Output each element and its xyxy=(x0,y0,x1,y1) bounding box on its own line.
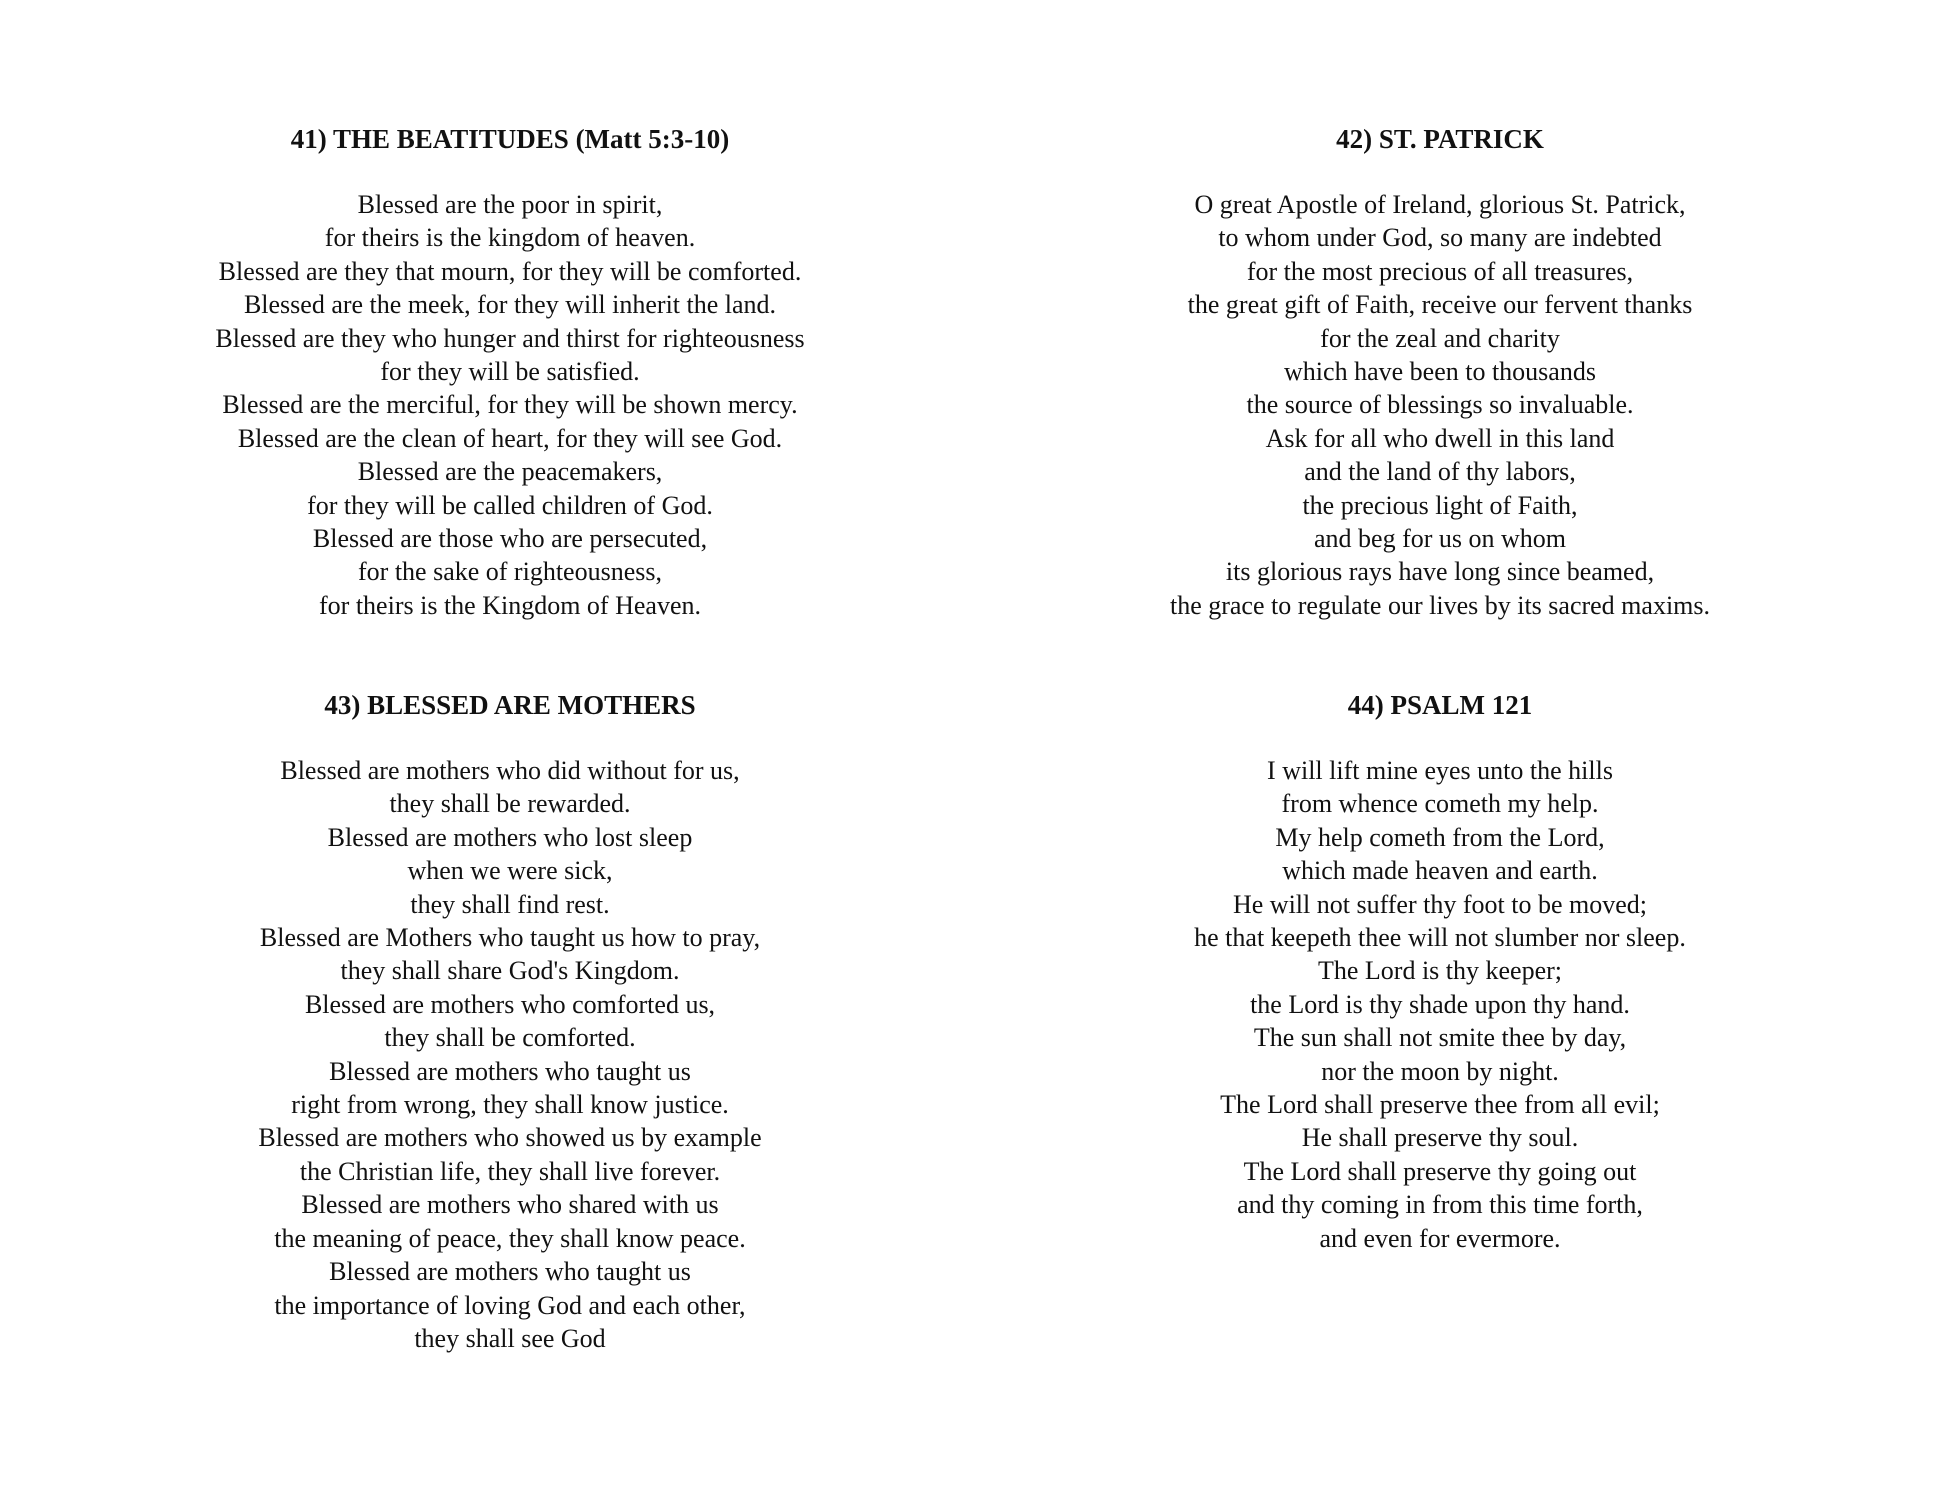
prayer-text xyxy=(140,188,880,622)
prayer-line: for theirs is the Kingdom of Heaven. xyxy=(319,590,701,620)
prayer-line: Blessed are mothers who shared with us xyxy=(301,1190,719,1220)
prayer-line: right from wrong, they shall know justice. xyxy=(291,1090,729,1120)
prayer-line: He shall preserve thy soul. xyxy=(1301,1123,1579,1153)
prayer-line: which made heaven and earth. xyxy=(1282,856,1598,886)
prayer-title: 44) PSALM 121 xyxy=(1347,690,1533,720)
prayer-line: The Lord shall preserve thee from all evil; xyxy=(1220,1090,1660,1120)
prayer-line: the importance of loving God and each other, xyxy=(274,1290,746,1320)
prayer-blessed-are-mothers xyxy=(140,688,880,1355)
prayer-line: Blessed are the meek, for they will inherit the land. xyxy=(243,290,777,320)
prayer-line: they shall see God xyxy=(414,1323,606,1353)
prayer-line: Blessed are mothers who comforted us, xyxy=(304,989,716,1019)
prayer-line: the precious light of Faith, xyxy=(1302,490,1578,520)
prayer-title: 41) THE BEATITUDES (Matt 5:3-10) xyxy=(290,124,730,154)
prayer-line: Blessed are Mothers who taught us how to pray, xyxy=(259,923,761,953)
prayer-line: from whence cometh my help. xyxy=(1281,789,1599,819)
prayer-line: for the zeal and charity xyxy=(1320,323,1560,353)
prayer-line: Blessed are the peacemakers, xyxy=(357,457,663,487)
prayer-line: nor the moon by night. xyxy=(1321,1056,1559,1086)
prayer-line: which have been to thousands xyxy=(1284,357,1596,387)
prayer-line: and thy coming in from this time forth, xyxy=(1237,1190,1643,1220)
prayer-line: and beg for us on whom xyxy=(1313,524,1566,554)
prayer-line: he that keepeth thee will not slumber nor sleep. xyxy=(1194,923,1686,953)
prayer-line: to whom under God, so many are indebted xyxy=(1218,223,1662,253)
prayer-title: 43) BLESSED ARE MOTHERS xyxy=(324,690,696,720)
prayer-line: Blessed are mothers who lost sleep xyxy=(327,822,693,852)
prayer-line: The Lord shall preserve thy going out xyxy=(1243,1156,1637,1186)
prayer-line: the meaning of peace, they shall know peace. xyxy=(274,1223,746,1253)
prayer-line: for they will be satisfied. xyxy=(380,357,640,387)
prayer-text xyxy=(1070,188,1810,622)
prayer-line: the great gift of Faith, receive our fervent thanks xyxy=(1187,290,1693,320)
prayer-line: Blessed are mothers who taught us xyxy=(329,1257,691,1287)
prayer-line: I will lift mine eyes unto the hills xyxy=(1267,756,1613,785)
prayer-text xyxy=(140,754,880,1355)
prayer-line: and the land of thy labors, xyxy=(1304,457,1576,487)
prayer-line: they shall be comforted. xyxy=(384,1023,636,1053)
prayer-line: Blessed are the clean of heart, for they will see God. xyxy=(237,423,783,453)
prayer-line: Blessed are mothers who showed us by example xyxy=(258,1123,762,1153)
prayer-line: and even for evermore. xyxy=(1319,1223,1561,1253)
prayer-line: My help cometh from the Lord, xyxy=(1275,822,1605,852)
prayer-line: they shall share God's Kingdom. xyxy=(340,956,680,986)
prayer-line: He will not suffer thy foot to be moved; xyxy=(1232,889,1647,919)
prayer-line: the source of blessings so invaluable. xyxy=(1246,390,1634,420)
prayer-line: for the sake of righteousness, xyxy=(358,557,662,587)
prayer-line: the Lord is thy shade upon thy hand. xyxy=(1250,989,1630,1019)
prayer-line: Blessed are mothers who did without for us, xyxy=(280,756,740,785)
prayer-text xyxy=(1070,754,1810,1255)
prayer-line: Blessed are they that mourn, for they will be comforted. xyxy=(218,256,802,286)
prayer-line: for they will be called children of God. xyxy=(307,490,713,520)
prayer-line: for theirs is the kingdom of heaven. xyxy=(324,223,696,253)
prayer-line: Blessed are the merciful, for they will be shown mercy. xyxy=(222,390,798,420)
prayer-line: Blessed are they who hunger and thirst for righteousness xyxy=(215,323,805,353)
prayer-psalm-121 xyxy=(1070,688,1810,1255)
prayer-st-patrick xyxy=(1070,122,1810,622)
prayer-line: its glorious rays have long since beamed, xyxy=(1225,557,1655,587)
prayer-line: Blessed are mothers who taught us xyxy=(329,1056,691,1086)
prayer-line: Blessed are those who are persecuted, xyxy=(312,524,708,554)
prayer-line: for the most precious of all treasures, xyxy=(1246,256,1634,286)
prayer-line: The Lord is thy keeper; xyxy=(1317,956,1563,986)
prayer-title: 42) ST. PATRICK xyxy=(1336,124,1544,154)
prayer-line: they shall find rest. xyxy=(410,889,610,919)
prayer-line: Blessed are the poor in spirit, xyxy=(357,190,663,219)
prayer-line: the Christian life, they shall live forever. xyxy=(299,1156,721,1186)
prayer-line: they shall be rewarded. xyxy=(389,789,631,819)
prayer-line: The sun shall not smite thee by day, xyxy=(1253,1023,1627,1053)
prayer-line: when we were sick, xyxy=(407,856,613,886)
prayer-beatitudes xyxy=(140,122,880,622)
prayer-line: O great Apostle of Ireland, glorious St. Patrick, xyxy=(1194,190,1686,219)
prayer-line: Ask for all who dwell in this land xyxy=(1265,423,1615,453)
prayer-line: the grace to regulate our lives by its sacred maxims. xyxy=(1169,590,1711,620)
